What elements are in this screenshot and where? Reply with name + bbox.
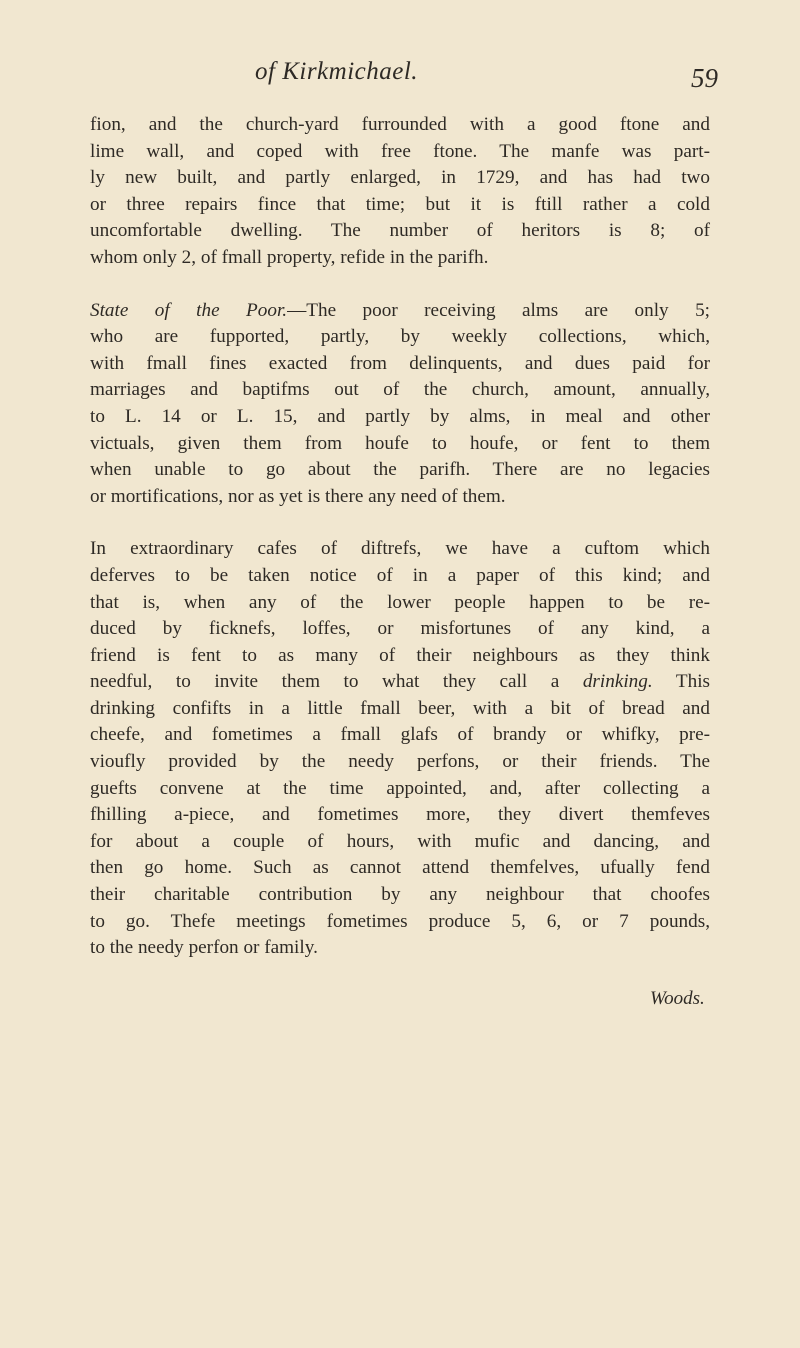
text-line: uncomfortable dwelling. The number of heritors is 8; of <box>90 220 710 242</box>
text-line: guefts convene at the time appointed, and, after collecting a <box>90 777 710 799</box>
text-line: whom only 2, of fmall property, refide in the parifh. <box>90 246 489 268</box>
text-line: duced by ficknefs, loffes, or misfortunes of any kind, a <box>90 618 710 640</box>
text-line: drinking confifts in a little fmall beer, with a bit of bread and <box>90 697 710 719</box>
catchword: Woods. <box>650 988 705 1009</box>
text-line: ly new built, and partly enlarged, in 1729, and has had two <box>90 167 710 189</box>
text-line: when unable to go about the parifh. There are no legacies <box>90 459 710 481</box>
text-line: In extraordinary cafes of diftrefs, we have a cuftom which <box>90 538 710 560</box>
text-line: to go. Thefe meetings fometimes produce 5, 6, or 7 pounds, <box>90 910 710 932</box>
text-line: fion, and the church-yard furrounded with a good ftone and <box>90 114 710 135</box>
text-line: marriages and baptifms out of the church, amount, annually, <box>90 379 710 401</box>
text-line: to L. 14 or L. 15, and partly by alms, in meal and other <box>90 405 710 427</box>
text-line: lime wall, and coped with free ftone. The manfe was part- <box>90 140 710 162</box>
text-line: friend is fent to as many of their neighbours as they think <box>90 644 710 666</box>
text-line: their charitable contribution by any neighbour that choofes <box>90 884 710 906</box>
text-line: fhilling a-piece, and fometimes more, they divert themfeves <box>90 804 710 826</box>
text-line: with fmall fines exacted from delinquents, and dues paid for <box>90 352 710 374</box>
paragraph-gap <box>90 272 710 298</box>
text-line: then go home. Such as cannot attend themfelves, ufually fend <box>90 857 710 879</box>
section-heading: State of the Poor. <box>90 299 288 321</box>
text-line: victuals, given them from houfe to houfe, or fent to them <box>90 432 710 454</box>
page-number: 59 <box>691 63 718 93</box>
italic-term: drinking. <box>582 671 653 693</box>
text-line: that is, when any of the lower people happen to be re- <box>90 591 710 613</box>
text-line: to the needy perfon or family. <box>90 937 318 959</box>
text-fragment: This <box>675 671 710 693</box>
text-line <box>90 669 710 696</box>
text-line: or mortifications, nor as yet is there any need of them. <box>90 485 506 507</box>
text-fragment: needful, to invite them to what they call a <box>90 671 560 693</box>
paragraph-gap <box>90 510 710 536</box>
running-head: of Kirkmichael. <box>255 58 419 85</box>
text-line: who are fupported, partly, by weekly collections, which, <box>90 326 710 348</box>
text-fragment: —The poor receiving alms are only 5; <box>287 299 710 321</box>
text-line <box>90 298 710 325</box>
text-line: deferves to be taken notice of in a paper of this kind; and <box>90 564 710 586</box>
text-line: or three repairs fince that time; but it is ftill rather a cold <box>90 193 710 215</box>
text-line: cheefe, and fometimes a fmall glafs of brandy or whifky, pre- <box>90 724 710 746</box>
body-text <box>90 112 710 962</box>
text-line: for about a couple of hours, with mufic and dancing, and <box>90 830 710 852</box>
text-line: vioufly provided by the needy perfons, or their friends. The <box>90 751 710 773</box>
